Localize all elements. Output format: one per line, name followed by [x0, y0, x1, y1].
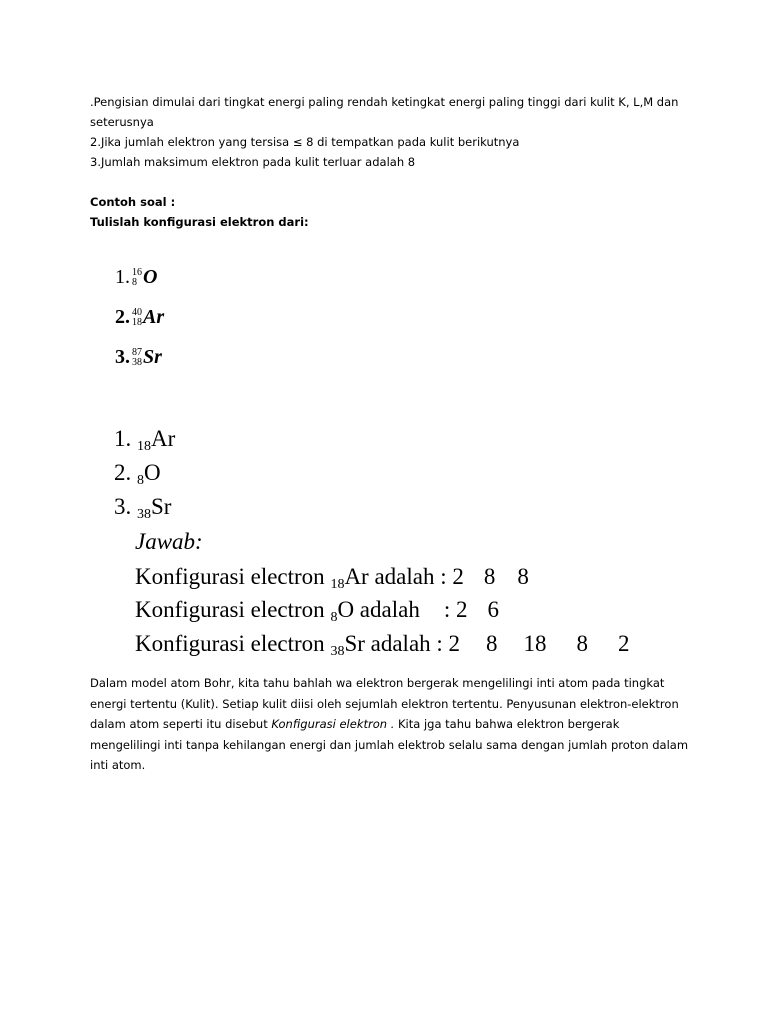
- element-symbol: Ar: [143, 306, 165, 328]
- element-symbol: O: [144, 460, 161, 485]
- element-symbol: Sr: [143, 346, 162, 368]
- isotope-number: 3.: [115, 346, 130, 368]
- mass-number: 16: [132, 266, 142, 278]
- shell-value: 8: [517, 564, 529, 589]
- list-number: 1.: [114, 426, 132, 451]
- paragraph-text-2: Kita jga tahu bahwa elektron bergerak mengelilingi inti tanpa kehilangan energi dan jumlah elektrob selalu sama dengan jumlah proton dalam inti atom.: [90, 717, 689, 772]
- element-list-item: [114, 458, 161, 488]
- atomic-number: 38: [330, 644, 345, 659]
- shell-value: 18: [523, 631, 547, 656]
- atomic-number: 38: [132, 356, 142, 368]
- shell-value: 8: [483, 564, 496, 589]
- mass-number: 40: [132, 306, 142, 318]
- answer-element: Ar adalah : 2: [344, 564, 464, 589]
- example-heading: Contoh soal :: [90, 195, 176, 209]
- example-instruction: Tulislah konfigurasi elektron dari:: [90, 215, 309, 229]
- isotope-number: 1.: [115, 266, 130, 288]
- rules-line-4: 3.Jumlah maksimum elektron pada kulit terluar adalah 8: [90, 155, 416, 169]
- atomic-number: 8: [330, 610, 338, 625]
- element-symbol: Ar: [151, 426, 176, 451]
- answer-prefix: Konfigurasi electron: [135, 631, 331, 656]
- rules-line-2: seterusnya: [90, 115, 154, 129]
- atomic-number: 8: [132, 276, 137, 288]
- element-symbol: Sr: [151, 494, 172, 519]
- rules-line-1: .Pengisian dimulai dari tingkat energi paling rendah ketingkat energi paling tinggi dari kulit K, L,M dan: [90, 95, 679, 109]
- paragraph-italic-term: Konfigurasi elektron .: [271, 717, 395, 731]
- shell-value: 8: [576, 631, 589, 656]
- answer-line-o: [135, 595, 499, 625]
- answer-prefix: Konfigurasi electron: [135, 597, 331, 622]
- shell-value: 2: [618, 631, 630, 656]
- mass-number: 87: [132, 346, 142, 358]
- list-number: 3.: [114, 494, 132, 519]
- atomic-number: 18: [330, 577, 345, 592]
- paragraph-text-1: Dalam model atom Bohr, kita tahu bahlah wa elektron bergerak mengelilingi inti atom pada tingkat energi tertentu (Kulit). Setiap kulit diisi oleh sejumlah elektron tertentu. Penyusunan elektron-elektron dalam atom seperti itu disebut: [90, 676, 679, 731]
- list-number: 2.: [114, 460, 132, 485]
- answer-line-sr: [135, 629, 630, 659]
- element-list-item: [114, 424, 175, 454]
- element-symbol: O: [143, 266, 158, 288]
- explanation-paragraph: [90, 673, 690, 776]
- answer-element: O adalah: [337, 597, 420, 622]
- answer-label: Jawab:: [135, 529, 203, 554]
- atomic-number: 38: [137, 507, 151, 522]
- answer-prefix: Konfigurasi electron: [135, 564, 331, 589]
- isotope-item: [115, 346, 162, 369]
- isotope-number: 2.: [115, 306, 130, 328]
- atomic-number: 18: [132, 316, 142, 328]
- element-list-item: [114, 492, 171, 522]
- rules-line-3: 2.Jika jumlah elektron yang tersisa ≤ 8 di tempatkan pada kulit berikutnya: [90, 135, 520, 149]
- isotope-item: [115, 266, 157, 289]
- atomic-number: 18: [137, 439, 151, 454]
- shell-value: 6: [487, 597, 499, 622]
- shell-value: 8: [486, 631, 498, 656]
- answer-line-ar: [135, 562, 529, 592]
- atomic-number: 8: [137, 473, 144, 488]
- isotope-item: [115, 306, 164, 329]
- answer-element: Sr adalah : 2: [344, 631, 461, 656]
- answer-colon-value: : 2: [443, 597, 468, 622]
